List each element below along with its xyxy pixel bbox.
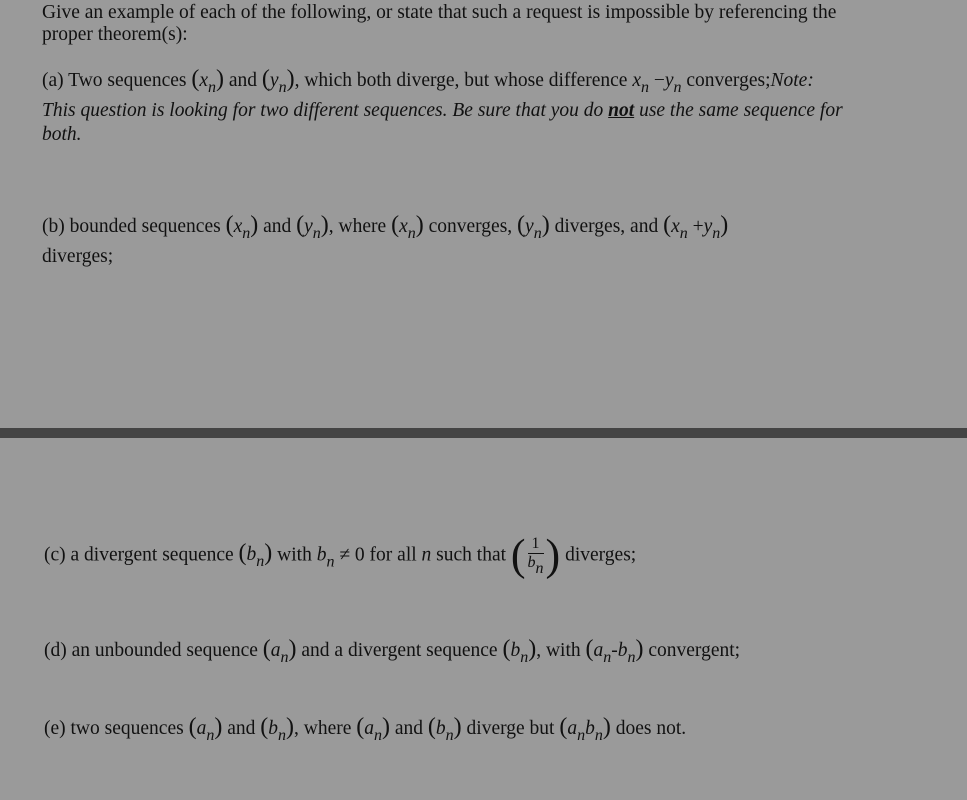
seq-x: $(x_n)$	[391, 212, 424, 242]
intro-line-1: Give an example of each of the following, or state that such a request is impossible by referencing the	[42, 2, 837, 23]
part-d-mid: and a divergent sequence	[301, 640, 498, 661]
part-c-neq: ≠ 0 for all	[339, 544, 417, 566]
b-term: b	[316, 544, 327, 566]
seq-a: $(a_n)$	[262, 636, 297, 666]
part-c-label: (c) a divergent sequence	[44, 544, 234, 566]
n-var: n	[421, 544, 432, 566]
note-word: Note:	[770, 70, 814, 91]
part-a-line-3: both.	[42, 124, 82, 145]
seq-x: $(x_n)$	[191, 66, 225, 96]
not-emphasis: not	[608, 100, 635, 121]
part-e-line	[44, 714, 686, 745]
part-a-line-1	[42, 66, 814, 97]
part-c-such: such that	[436, 544, 507, 566]
seq-b: $(b_n)$	[427, 714, 462, 744]
part-b-and: and	[263, 216, 292, 237]
part-b-label: (b) bounded sequences	[42, 216, 221, 237]
part-b-line-2: diverges;	[42, 246, 114, 267]
part-e-and: and	[227, 718, 256, 739]
part-e-and2: and	[394, 718, 424, 739]
part-b-line-1	[42, 212, 728, 243]
seq-b: $(b_n)$	[502, 636, 537, 666]
section-divider	[0, 428, 967, 438]
seq-x: $(x_n)$	[225, 212, 259, 242]
part-c-tail: diverges;	[565, 544, 637, 566]
part-b-where: , where	[328, 216, 387, 237]
product-expr: $(a_nb_n)$	[559, 714, 611, 744]
seq-y: $(y_n)$	[517, 212, 550, 242]
part-a-tail: converges;	[686, 70, 771, 91]
sum-expr: $(x_n +y_n)$	[663, 212, 729, 242]
part-a-label: (a) Two sequences	[42, 70, 187, 91]
part-a-and: and	[228, 70, 258, 91]
seq-a: $(a_n)$	[188, 714, 223, 744]
seq-y: $(y_n)$	[261, 66, 295, 96]
bottom-panel	[0, 438, 967, 800]
b-sub: n	[326, 553, 335, 571]
part-d-label: (d) an unbounded sequence	[44, 640, 258, 661]
part-a-line-2	[42, 100, 843, 122]
part-e-label: (e) two sequences	[44, 718, 184, 739]
seq-a: $(a_n)$	[356, 714, 390, 744]
difference-expr: $x_n -y_n$	[632, 70, 682, 96]
part-b-div: diverges, and	[554, 216, 659, 237]
part-d-line	[44, 636, 740, 667]
part-a-mid: , which both diverge, but whose difference	[294, 70, 628, 91]
part-e-where: , where	[293, 718, 352, 739]
part-e-tail: diverge but	[466, 718, 555, 739]
part-a-line2-pre: This question is looking for two different sequences. Be sure that you do	[42, 100, 604, 121]
intro-line-2: proper theorem(s):	[42, 24, 188, 45]
part-d-with: , with	[536, 640, 581, 661]
part-e-tail2: does not.	[615, 718, 687, 739]
part-c-with: with	[277, 544, 312, 566]
seq-y: $(y_n)$	[296, 212, 329, 242]
seq-b: $(b_n)$	[238, 540, 273, 571]
part-d-tail: convergent;	[648, 640, 741, 661]
part-b-conv: converges,	[428, 216, 513, 237]
diff-expr: $(a_n-b_n)$	[585, 636, 644, 666]
part-a-line2-post: use the same sequence for	[639, 100, 843, 121]
part-c-line	[44, 531, 637, 580]
seq-b: $(b_n)$	[260, 714, 294, 744]
reciprocal-seq: ( $\frac{1}{bn}$ )	[510, 531, 561, 580]
